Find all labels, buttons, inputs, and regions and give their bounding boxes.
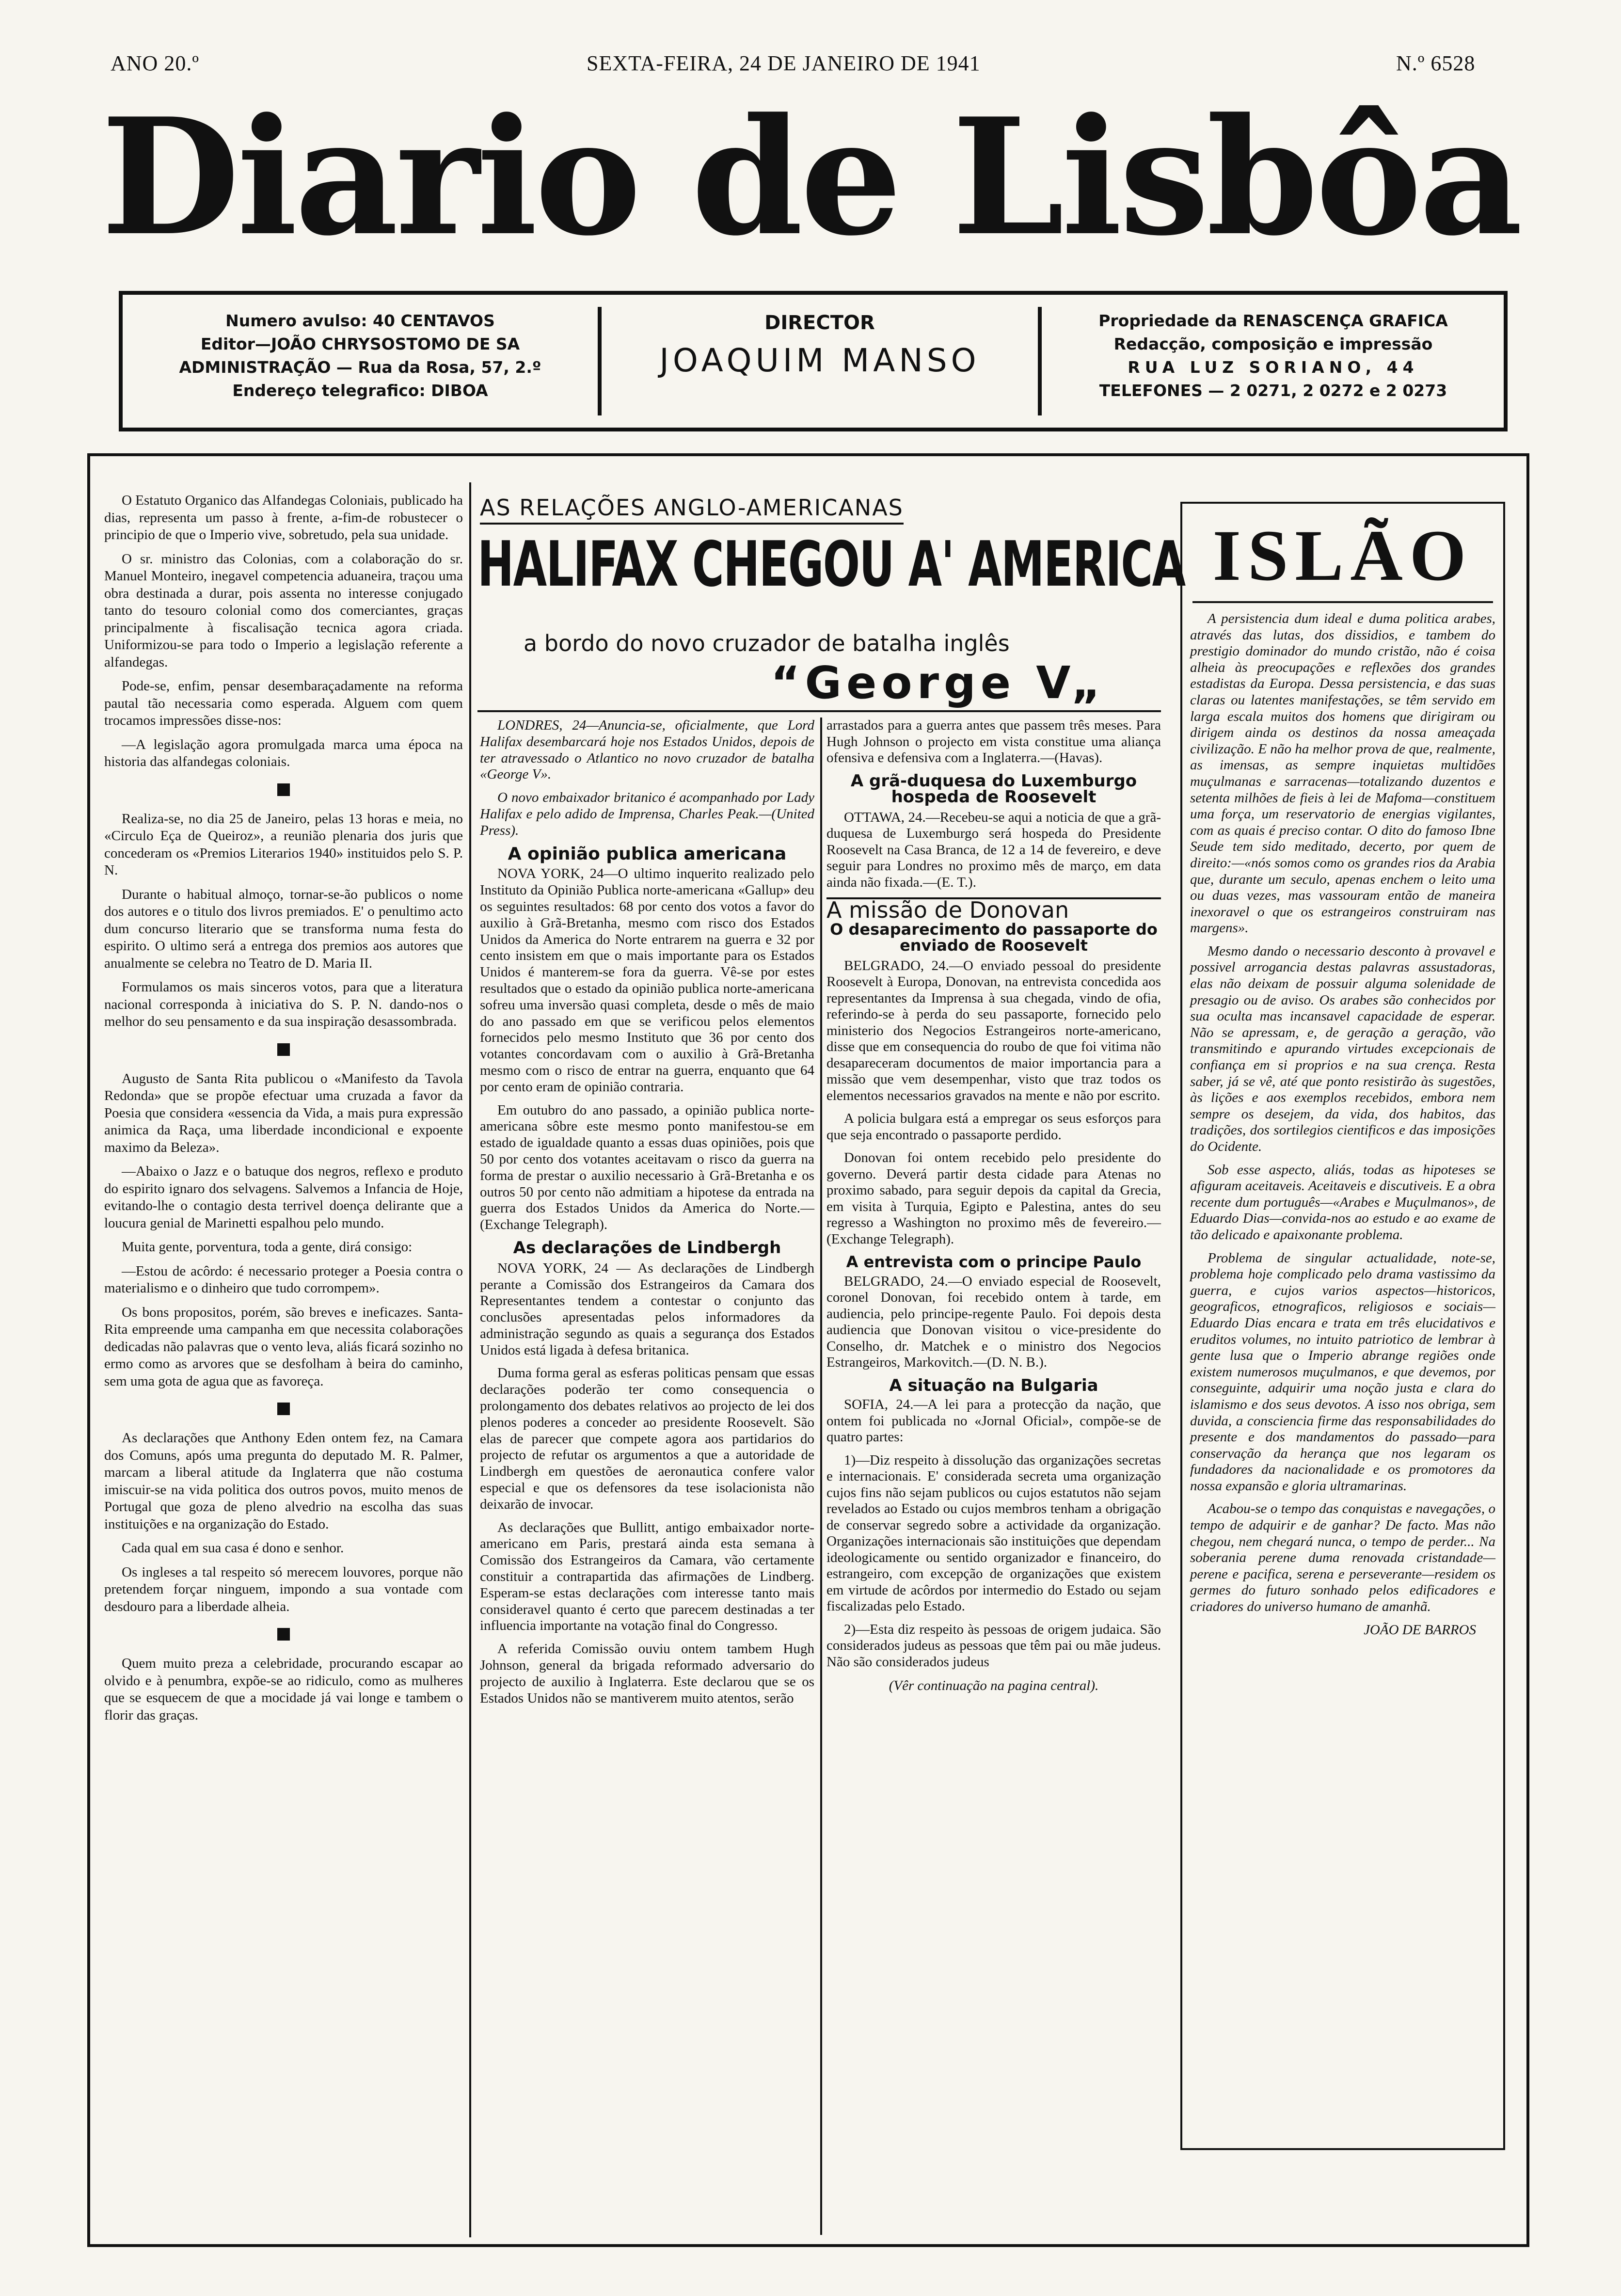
info-divider (598, 307, 602, 415)
story-paragraph: 1)—Diz respeito à dissolução das organizações secretas e internacionais. E' considerada secreta uma organização cujos fins não sejam publicos ou cujos estatutos não sejam revelados ao Estado ou cujos membros tenham a obrigação de conservar segredo sobre a actividade da organização. Organizações internacionais são instituições que dependam ideologicamente ou sentido organizador e financeiro, do estrangeiro, com excepção de organizações que existem em virtude de acôrdos por intermedio do Estado ou sejam fiscalizadas pelo Estado. (826, 1452, 1161, 1614)
price-line: Numero avulso: 40 CENTAVOS (225, 311, 495, 330)
administration-line: ADMINISTRAÇÃO — Rua da Rosa, 57, 2.º (179, 358, 541, 377)
story-paragraph: NOVA YORK, 24 — As declarações de Lindbergh perante a Comissão dos Estrangeiros da Camara dos Representantes tendem a contestar o conjunto das conclusões apresentadas pelos informadores da administração segundo as quais a segurança dos Estados Unidos está ligada à defesa britanica. (480, 1260, 814, 1358)
story-paragraph: 2)—Esta diz respeito às pessoas de origem judaica. São considerados judeus as pessoas que têm pai ou mãe judeus. Não são considerados judeus (826, 1621, 1161, 1670)
section-title: A missão de Donovan (826, 897, 1069, 923)
note-paragraph: O Estatuto Organico das Alfandegas Coloniais, publicado ha dias, representa um passo à frente, a-fim-de robustecer o principio de que o Imperio vive, sobretudo, pela sua unidade. (104, 493, 463, 542)
story-paragraph: BELGRADO, 24.—O enviado pessoal do presidente Roosevelt à Europa, Donovan, na entrevista concedida aos representantes da Imprensa à sua chegada, vindo de ofia, referindo-se à perda do seu passaporte, fornecido pelo ministerio dos Negocios Estrangeiros norte-americano, disse que em consequencia do roubo de que foi vitima não desapareceram documentos de maior importancia para a missão que vem desempenhar, visto que traz todos os elementos necessarios gravados na mente e não por escrito. (826, 957, 1161, 1103)
left-column-notes (104, 492, 463, 1731)
islao-author: JOÃO DE BARROS (1364, 1622, 1476, 1638)
note-paragraph: Cada qual em sua casa é dono e senhor. (122, 1540, 344, 1556)
story-paragraph: arrastados para a guerra antes que passem três meses. Para Hugh Johnson o projecto em vista constitue uma aliança ofensiva e defensiva com a Inglaterra.—(Havas). (826, 718, 1161, 765)
info-center (602, 295, 1038, 428)
note-paragraph: Realiza-se, no dia 25 de Janeiro, pelas 13 horas e meia, no «Circulo Eça de Queiroz», a reunião plenaria dos juris que concederam os «Premios Literarios 1940» instituidos pelo S. P. N. (104, 811, 463, 878)
islao-paragraph: Problema de singular actualidade, note-se, problema hoje complicado pelo drama vastissimo da guerra, e cujos varios aspectos—historicos, geograficos, etnograficos, religiosos e sociais—Eduardo Dias encara e trata em três elucidativos e eruditos volumes, no intuito patriotico de lembrar à gente lusa que o Imperio abrange regiões onde existem numerosos muçulmanos, e que devemos, por conseguinte, adquirir uma noção justa e clara do islamismo e dos seus devotos. A isso nos obriga, sem duvida, a consciencia firme das responsabilidades do presente e dos mandamentos do passado—para conservação da herança que nos legaram os fundadores da nacionalidade e os promotores da nossa expansão e gloria ultramarinas. (1190, 1250, 1495, 1494)
story-kicker: AS RELAÇÕES ANGLO-AMERICANAS (480, 494, 904, 525)
phones-line: TELEFONES — 2 0271, 2 0272 e 2 0273 (1099, 381, 1447, 400)
director-label: DIRECTOR (764, 312, 875, 334)
note-paragraph: Pode-se, enfim, pensar desembaraçadamente na reforma pautal tão necessaria como esperada. Alguem com quem trocamos impressões disse-nos: (104, 678, 463, 728)
note-paragraph: Durante o habitual almoço, tornar-se-ão publicos o nome dos autores e o titulo dos livros premiados. E' o penultimo acto dum concurso literario que se transforma numa festa do espirito. O ultimo será a entrega dos premios aos autores que anualmente se celebra no Teatro de D. Maria II. (104, 886, 463, 971)
telegraph-line: Endereço telegrafico: DIBOA (232, 381, 488, 400)
news-column (826, 718, 1161, 1694)
story-paragraph: BELGRADO, 24.—O enviado especial de Roosevelt, coronel Donovan, foi recebido ontem à tarde, em audiencia, pelo principe-regente Paulo. Foi depois desta audiencia que Donovan visitou o vice-presidente do Conselho, dr. Matchek e o ministro dos Negocios Estrangeiros, Markovitch.—(D. N. B.). (826, 1273, 1161, 1370)
story-paragraph: As declarações que Bullitt, antigo embaixador norte-americano em Paris, prestará ainda esta semana à Comissão dos Estrangeiros da Camara, vão certamente constituir a contrapartida das afirmações de Lindberg. Esperam-se estas declarações com interesse tanto mais consideravel quanto é certo que parecem destinadas a ter influencia importante na votação final do Congresso. (480, 1519, 814, 1634)
editor-line: Editor—JOÃO CHRYSOSTOMO DE SA (200, 335, 520, 353)
continued-note: (Vêr continuação na pagina central). (889, 1678, 1099, 1693)
info-right (1042, 295, 1505, 428)
issue-year: ANO 20.º (111, 51, 199, 75)
story-lead: LONDRES, 24—Anuncia-se, oficialmente, que Lord Halifax desembarcará hoje nos Estados Unidos, depois de ter atravessado o Atlantico no novo cruzador de batalha «George V». (480, 718, 814, 782)
section-title: A grã-duquesa do Luxemburgo hospeda de Roosevelt (850, 771, 1137, 807)
section-subtitle: O desaparecimento do passaporte do enviado de Roosevelt (830, 920, 1158, 955)
headline-rule (477, 710, 1161, 712)
story-paragraph: Em outubro do ano passado, a opinião publica norte-americana sôbre este mesmo ponto manifestou-se em estado de igualdade quanto a essas duas opiniões, pois que 50 por cento dos votantes aceitavam o risco da guerra na forma de prestar o auxilio necessario à Grã-Bretanha e os outros 50 por cento não admitiam a hipotese da entrada na guerra dos Estados Unidos da America do Norte.—(Exchange Telegraph). (480, 1102, 814, 1233)
section-title: A entrevista com o principe Paulo (846, 1253, 1142, 1271)
islao-paragraph: Mesmo dando o necessario desconto à provavel e possivel arrogancia destas palavras assustadoras, elas não deixam de possuir alguma solenidade de presagio ou de aviso. Os arabes são conhecidos por sua oculta mas incansavel capacidade de esperar. Não se apressam, e, de geração a geração, vão transmitindo e apurando virtudes excepcionais de confiança em si proprios e na sua crença. Resta saber, já se vê, até que ponto resistirão às sugestões, às lições e aos exemplos recebidos, embora nem sempre os desejem, da vida, dos habitos, das tradições, dos sortilegios cientificos e das imposições do Ocidente. (1190, 943, 1495, 1154)
islao-paragraph: Sob esse aspecto, aliás, todas as hipoteses se afiguram aceitaveis. Aceitaveis e discutiveis. E a obra recente dum português—«Arabes e Muçulmanos», de Eduardo Dias—convida-nos ao estudo e ao exame de tão delicado e apaixonante problema. (1190, 1162, 1495, 1243)
column-rule (820, 718, 822, 2235)
info-left (123, 295, 598, 428)
owner-line: Propriedade da RENASCENÇA GRAFICA (1098, 311, 1448, 330)
note-paragraph: Os ingleses a tal respeito só merecem louvores, porque não pretendem forçar ninguem, impondo a sua vontade com desdouro para a liberdade alheia. (104, 1564, 463, 1614)
story-paragraph: Duma forma geral as esferas politicas pensam que essas declarações poderão ter como consequencia o prolongamento dos debates relativos ao projecto de lei dos plenos poderes a conceder ao presidente Roosevelt. São elas de parecer que compete agora aos partidarios do projecto de refutar os argumentos a que a autoridade de Lindbergh em questões de aeronautica confere valor especial e que os defensores da tese isolacionista não deixarão de invocar. (480, 1365, 814, 1512)
story-paragraph: OTTAWA, 24.—Recebeu-se aqui a noticia de que a grã-duquesa de Luxemburgo será hospeda do Presidente Roosevelt na Casa Branca, de 12 a 14 de fevereiro, e deve seguir para Londres no proximo mês de março, em data ainda não fixada.—(E. T.). (826, 809, 1161, 890)
note-paragraph: Formulamos os mais sinceros votos, para que a literatura nacional corresponda à iniciativa do S. P. N. dando-nos o melhor do seu pensamento e da sua inspiração desassombrada. (104, 979, 463, 1029)
islao-paragraph: A persistencia dum ideal e duma politica arabes, através das lutas, dos dissidios, e tambem do prestigio dominador do mundo cristão, não é coisa alheia às preocupações e reflexões dos grandes estadistas da Europa. Dessa persistencia, e das suas claras ou latentes manifestações, se têm servido em larga escala muitos dos homens que dirigiram ou dirigem ainda os destinos da nossa ameaçada civilização. E não ha melhor prova de que, realmente, as imensas, as sempre inquietas multidões muçulmanas e sarracenas—totalizando duzentos e setenta milhões de fieis à lei de Mafoma—constituem uma força, um reservatorio de energias vigilantes, com as quais é preciso contar. O dito do famoso Ibne Seude tem sido meditado, decerto, por quem de direito:—«nós somos como os grandes rios da Arabia que, durante um seculo, apenas enchem o leito uma ou duas vezes, mas vassouram então de maneira inexoravel o que os estrangeiros construiram nas margens». (1190, 611, 1495, 936)
story-paragraph: NOVA YORK, 24—O ultimo inquerito realizado pelo Instituto da Opinião Publica norte-americana «Gallup» deu os seguintes resultados: 68 por cento dos votos a favor do auxilio à Grã-Bretanha, mesmo com risco dos Estados Unidos da America do Norte entrarem na guerra e 32 por cento insistem em que o mais importante para os Estados Unidos é manterem-se fora da guerra. Vê-se por estes resultados que o estado da opinião publica norte-americana sofreu uma inversão quasi completa, desde o mês de maio do ano passado em que se verificou pelos elementos fornecidos pelo mesmo Instituto que 36 por cento dos votantes concordavam com o auxilio à Grã-Bretanha mesmo com o risco de entrar na guerra, enquanto que 64 por cento eram de opinião contraria. (480, 866, 814, 1095)
note-paragraph: —Estou de acôrdo: é necessario proteger a Poesia contra o materialismo e o dinheiro que tudo corrompem». (104, 1263, 463, 1296)
story-paragraph: A referida Comissão ouviu ontem tambem Hugh Johnson, general da brigada reformado adversario do projecto de auxilio à Inglaterra. Este declarou que se os Estados Unidos não se mantiverem muito atentos, serão (480, 1641, 814, 1706)
column-rule (469, 482, 471, 2237)
section-bullet (277, 1403, 290, 1415)
story-paragraph: Donovan foi ontem recebido pelo presidente do governo. Deverá partir desta cidade para Atenas no proximo sabado, para seguir depois da capital da Grecia, em visita à Turquia, Egipto e Palestina, antes do seu regresso a Washington no proximo mês de fevereiro.—(Exchange Telegraph). (826, 1150, 1161, 1247)
islao-article (1190, 611, 1495, 1638)
masthead-title: Diario de Lisbôa (101, 83, 1520, 271)
note-paragraph: As declarações que Anthony Eden ontem fez, na Camara dos Comuns, após uma pregunta do deputado M. R. Palmer, marcam a liberal atitude da Inglaterra que não costuma imiscuir-se na vida politica dos outros povos, muito menos de Portugal que goza de pleno alvedrio na escolha das suas instituições e na organização do Estado. (104, 1430, 463, 1532)
director-name: JOAQUIM MANSO (659, 342, 980, 379)
note-paragraph: —A legislação agora promulgada marca uma época na historia das alfandegas coloniais. (104, 736, 463, 769)
islao-paragraph: Acabou-se o tempo das conquistas e navegações, o tempo de adquirir e de ganhar? De facto. Mas não chegou, nem chegará nunca, o tempo de perder... Na soberania perene duma renovada cristandade—perene e pacifica, serena e perseverante—residem os germes do futuro sonhado pelos edificadores e criadores do universo humano de amanhã. (1190, 1501, 1495, 1615)
note-paragraph: Muita gente, porventura, toda a gente, dirá consigo: (122, 1239, 413, 1255)
note-paragraph: Augusto de Santa Rita publicou o «Manifesto da Tavola Redonda» que se propõe efectuar uma cruzada a favor da Poesia que considera «essencia da Vida, a mais pura expressão animica da Raça, uma liberdade incondicional e expoente maximo da Beleza». (104, 1070, 463, 1155)
section-title: A opinião publica americana (508, 844, 787, 864)
story-headline: HALIFAX CHEGOU A' AMERICA (477, 528, 1185, 601)
info-divider (1038, 307, 1042, 415)
story-lead: O novo embaixador britanico é acompanhado por Lady Halifax e pelo adido de Imprensa, Charles Peak.—(United Press). (480, 790, 814, 838)
section-bullet (277, 783, 290, 796)
story-subhead: a bordo do novo cruzador de batalha inglês (524, 630, 1010, 656)
publication-info-box (119, 291, 1508, 431)
story-paragraph: SOFIA, 24.—A lei para a protecção da nação, que ontem foi publicada no «Jornal Oficial», compõe-se de quatro partes: (826, 1397, 1161, 1445)
story-paragraph: A policia bulgara está a empregar os seus esforços para que seja encontrado o passaporte perdido. (826, 1111, 1161, 1143)
issue-number: N.º 6528 (1396, 51, 1476, 75)
main-story-column (480, 718, 814, 1713)
note-paragraph: Os bons propositos, porém, são breves e ineficazes. Santa-Rita empreende uma campanha em que necessita colaborações dedicadas não palavras que o vento leva, aliás ficará sozinho no ermo como as arvores que se desfolham à beira do caminho, sem uma gota de agua que as favoreça. (104, 1304, 463, 1389)
islao-title-rule (1192, 601, 1493, 603)
islao-title: ISLÃO (1212, 515, 1473, 596)
ship-name: “George V„ (771, 657, 1106, 709)
issue-date: SEXTA-FEIRA, 24 DE JANEIRO DE 1941 (587, 51, 981, 75)
note-paragraph: —Abaixo o Jazz e o batuque dos negros, reflexo e produto do espirito ignaro dos selvagens. Salvemos a Infancia de Hoje, evitando-lhe o contagio desta terrivel doença delirante que a loucura genial de Marinetti espalhou pelo mundo. (104, 1164, 463, 1231)
note-paragraph: O sr. ministro das Colonias, com a colaboração do sr. Manuel Monteiro, inegavel competencia aduaneira, traçou uma obra destinada a durar, pois assenta no interesse conjugado tanto do tesouro colonial como dos comerciantes, graças principalmente à fiscalisação tecnica agora criada. Uniformizou-se para todo o Imperio a legislação referente a alfandegas. (104, 551, 463, 670)
section-bullet (277, 1043, 290, 1056)
editorial-line: Redacção, composição e impressão (1113, 335, 1433, 353)
section-title: As declarações de Lindbergh (513, 1238, 781, 1258)
section-bullet (277, 1628, 290, 1641)
address-line: RUA LUZ SORIANO, 44 (1128, 358, 1419, 377)
note-paragraph: Quem muito preza a celebridade, procurando escapar ao olvido e à penumbra, expõe-se ao ridiculo, como as mulheres que se esquecem de que a mocidade já vai longe e tambem o florir das graças. (104, 1656, 463, 1723)
section-title: A situação na Bulgaria (889, 1375, 1098, 1395)
